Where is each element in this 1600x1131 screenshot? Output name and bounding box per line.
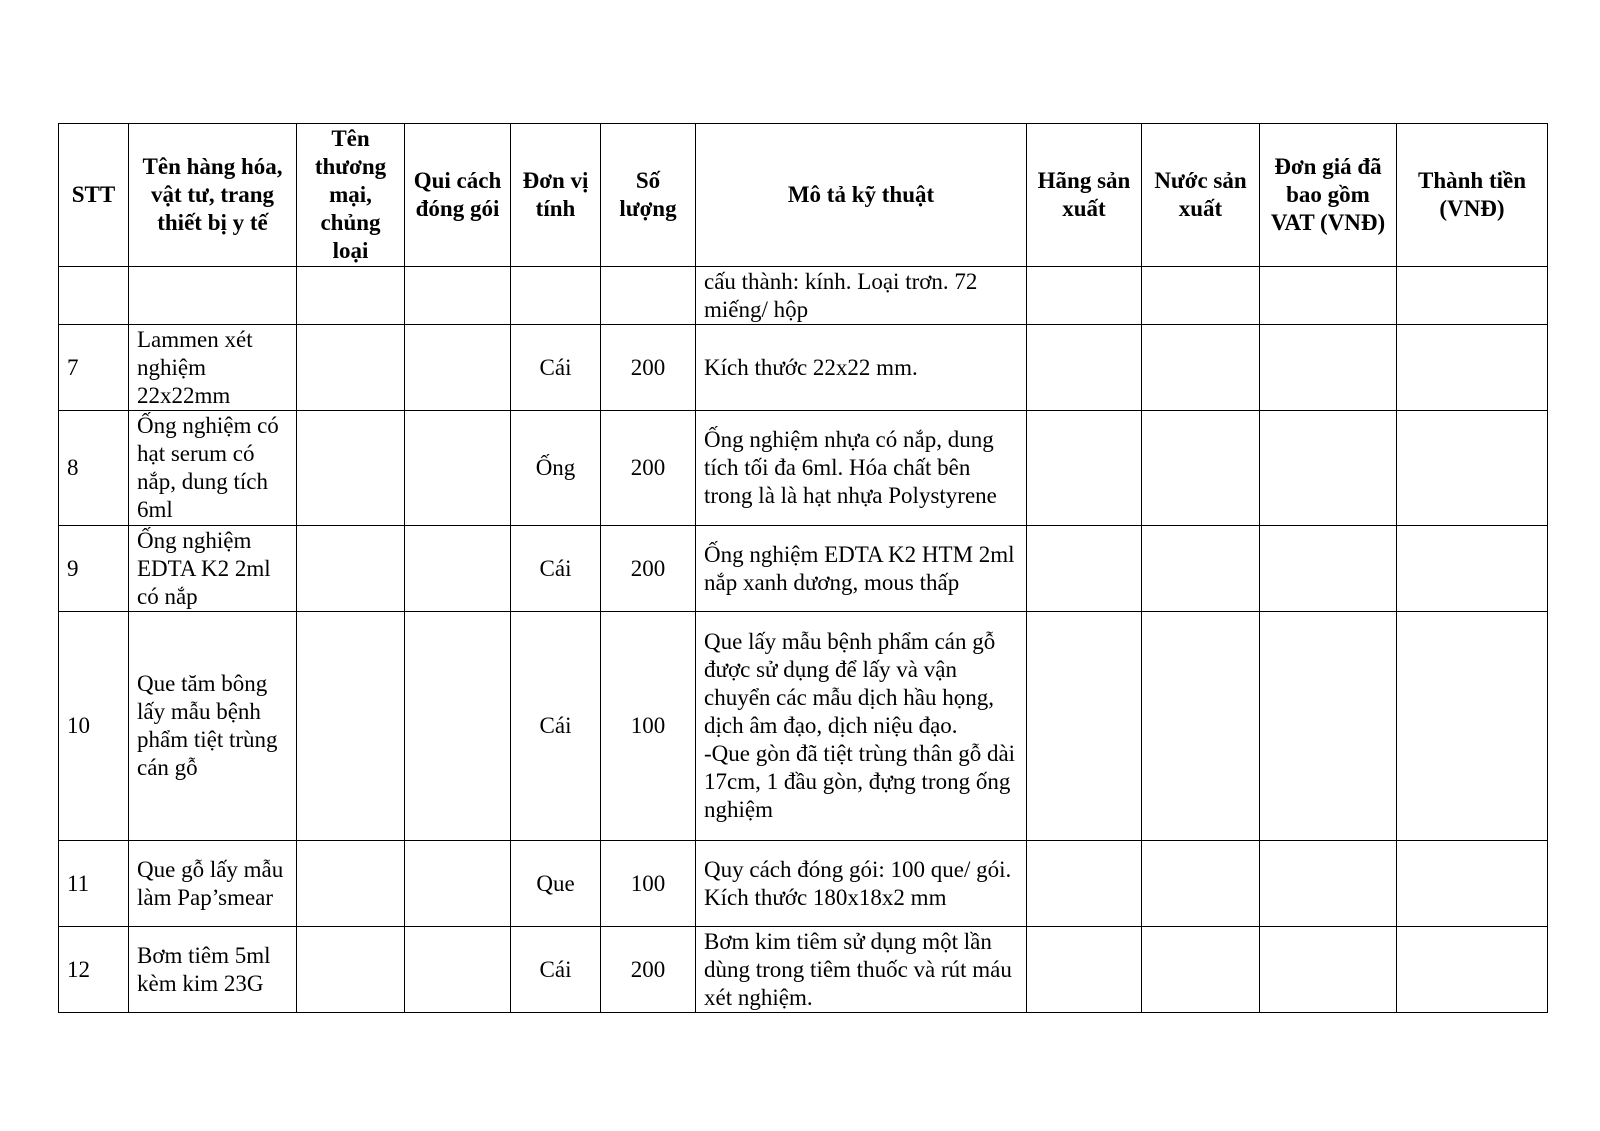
cell-country xyxy=(1142,411,1260,526)
cell-stt: 10 xyxy=(59,612,129,841)
col-header-quantity: Số lượng xyxy=(601,124,696,267)
cell-quantity: 100 xyxy=(601,612,696,841)
cell-unit: Cái xyxy=(511,325,601,411)
col-header-trade-name: Tên thương mại, chủng loại xyxy=(297,124,405,267)
cell-stt xyxy=(59,267,129,325)
cell-trade-name xyxy=(297,927,405,1013)
cell-trade-name xyxy=(297,526,405,612)
cell-quantity xyxy=(601,267,696,325)
cell-manufacturer xyxy=(1027,841,1142,927)
cell-trade-name xyxy=(297,612,405,841)
table-row xyxy=(59,841,1548,927)
col-header-packaging: Qui cách đóng gói xyxy=(405,124,511,267)
cell-stt: 12 xyxy=(59,927,129,1013)
cell-description: Ống nghiệm EDTA K2 HTM 2ml nắp xanh dương, mous thấp xyxy=(696,526,1027,612)
cell-total xyxy=(1397,927,1548,1013)
table-row xyxy=(59,927,1548,1013)
cell-quantity: 100 xyxy=(601,841,696,927)
cell-item-name xyxy=(129,267,297,325)
cell-manufacturer xyxy=(1027,526,1142,612)
table-row xyxy=(59,267,1548,325)
cell-description: cấu thành: kính. Loại trơn. 72 miếng/ hộp xyxy=(696,267,1027,325)
col-header-unit: Đơn vị tính xyxy=(511,124,601,267)
col-header-manufacturer: Hãng sản xuất xyxy=(1027,124,1142,267)
col-header-unit-price: Đơn giá đã bao gồm VAT (VNĐ) xyxy=(1260,124,1397,267)
cell-description: Ống nghiệm nhựa có nắp, dung tích tối đa 6ml. Hóa chất bên trong là là hạt nhựa Polystyrene xyxy=(696,411,1027,526)
cell-total xyxy=(1397,325,1548,411)
col-header-item-name: Tên hàng hóa, vật tư, trang thiết bị y tế xyxy=(129,124,297,267)
col-header-stt: STT xyxy=(59,124,129,267)
col-header-total: Thành tiền (VNĐ) xyxy=(1397,124,1548,267)
cell-packaging xyxy=(405,612,511,841)
cell-manufacturer xyxy=(1027,927,1142,1013)
cell-country xyxy=(1142,526,1260,612)
cell-country xyxy=(1142,325,1260,411)
cell-packaging xyxy=(405,325,511,411)
header-row xyxy=(59,124,1548,267)
cell-country xyxy=(1142,927,1260,1013)
cell-manufacturer xyxy=(1027,325,1142,411)
cell-manufacturer xyxy=(1027,411,1142,526)
table-row xyxy=(59,325,1548,411)
cell-trade-name xyxy=(297,325,405,411)
cell-description: Bơm kim tiêm sử dụng một lần dùng trong tiêm thuốc và rút máu xét nghiệm. xyxy=(696,927,1027,1013)
cell-total xyxy=(1397,411,1548,526)
table-row xyxy=(59,526,1548,612)
cell-packaging xyxy=(405,927,511,1013)
cell-unit-price xyxy=(1260,927,1397,1013)
cell-total xyxy=(1397,267,1548,325)
cell-unit-price xyxy=(1260,526,1397,612)
cell-description: Kích thước 22x22 mm. xyxy=(696,325,1027,411)
cell-trade-name xyxy=(297,267,405,325)
cell-trade-name xyxy=(297,411,405,526)
cell-unit: Cái xyxy=(511,927,601,1013)
cell-total xyxy=(1397,841,1548,927)
cell-quantity: 200 xyxy=(601,325,696,411)
cell-stt: 7 xyxy=(59,325,129,411)
cell-unit xyxy=(511,267,601,325)
cell-unit: Ống xyxy=(511,411,601,526)
cell-packaging xyxy=(405,841,511,927)
cell-total xyxy=(1397,612,1548,841)
cell-packaging xyxy=(405,526,511,612)
cell-manufacturer xyxy=(1027,267,1142,325)
cell-unit-price xyxy=(1260,267,1397,325)
cell-item-name: Bơm tiêm 5ml kèm kim 23G xyxy=(129,927,297,1013)
table-row xyxy=(59,411,1548,526)
cell-quantity: 200 xyxy=(601,526,696,612)
cell-description: Que lấy mẫu bệnh phẩm cán gỗ được sử dụng để lấy và vận chuyển các mẫu dịch hầu họng, dịch âm đạo, dịch niệu đạo. -Que gòn đã tiệt trùng thân gỗ dài 17cm, 1 đầu gòn, đựng trong ống nghiệm xyxy=(696,612,1027,841)
cell-unit-price xyxy=(1260,841,1397,927)
cell-stt: 9 xyxy=(59,526,129,612)
table-row xyxy=(59,612,1548,841)
cell-country xyxy=(1142,267,1260,325)
cell-unit-price xyxy=(1260,325,1397,411)
cell-trade-name xyxy=(297,841,405,927)
cell-unit: Que xyxy=(511,841,601,927)
cell-unit: Cái xyxy=(511,612,601,841)
col-header-technical-description: Mô tả kỹ thuật xyxy=(696,124,1027,267)
cell-country xyxy=(1142,612,1260,841)
cell-country xyxy=(1142,841,1260,927)
cell-packaging xyxy=(405,411,511,526)
col-header-country: Nước sản xuất xyxy=(1142,124,1260,267)
cell-item-name: Ống nghiệm có hạt serum có nắp, dung tích 6ml xyxy=(129,411,297,526)
cell-quantity: 200 xyxy=(601,411,696,526)
cell-item-name: Que gỗ lấy mẫu làm Pap’smear xyxy=(129,841,297,927)
cell-item-name: Ống nghiệm EDTA K2 2ml có nắp xyxy=(129,526,297,612)
cell-quantity: 200 xyxy=(601,927,696,1013)
cell-total xyxy=(1397,526,1548,612)
cell-unit-price xyxy=(1260,411,1397,526)
cell-unit-price xyxy=(1260,612,1397,841)
cell-packaging xyxy=(405,267,511,325)
cell-stt: 8 xyxy=(59,411,129,526)
procurement-table xyxy=(58,123,1548,1013)
cell-description: Quy cách đóng gói: 100 que/ gói. Kích thước 180x18x2 mm xyxy=(696,841,1027,927)
cell-unit: Cái xyxy=(511,526,601,612)
cell-item-name: Lammen xét nghiệm 22x22mm xyxy=(129,325,297,411)
cell-item-name: Que tăm bông lấy mẫu bệnh phẩm tiệt trùng cán gỗ xyxy=(129,612,297,841)
cell-manufacturer xyxy=(1027,612,1142,841)
cell-stt: 11 xyxy=(59,841,129,927)
